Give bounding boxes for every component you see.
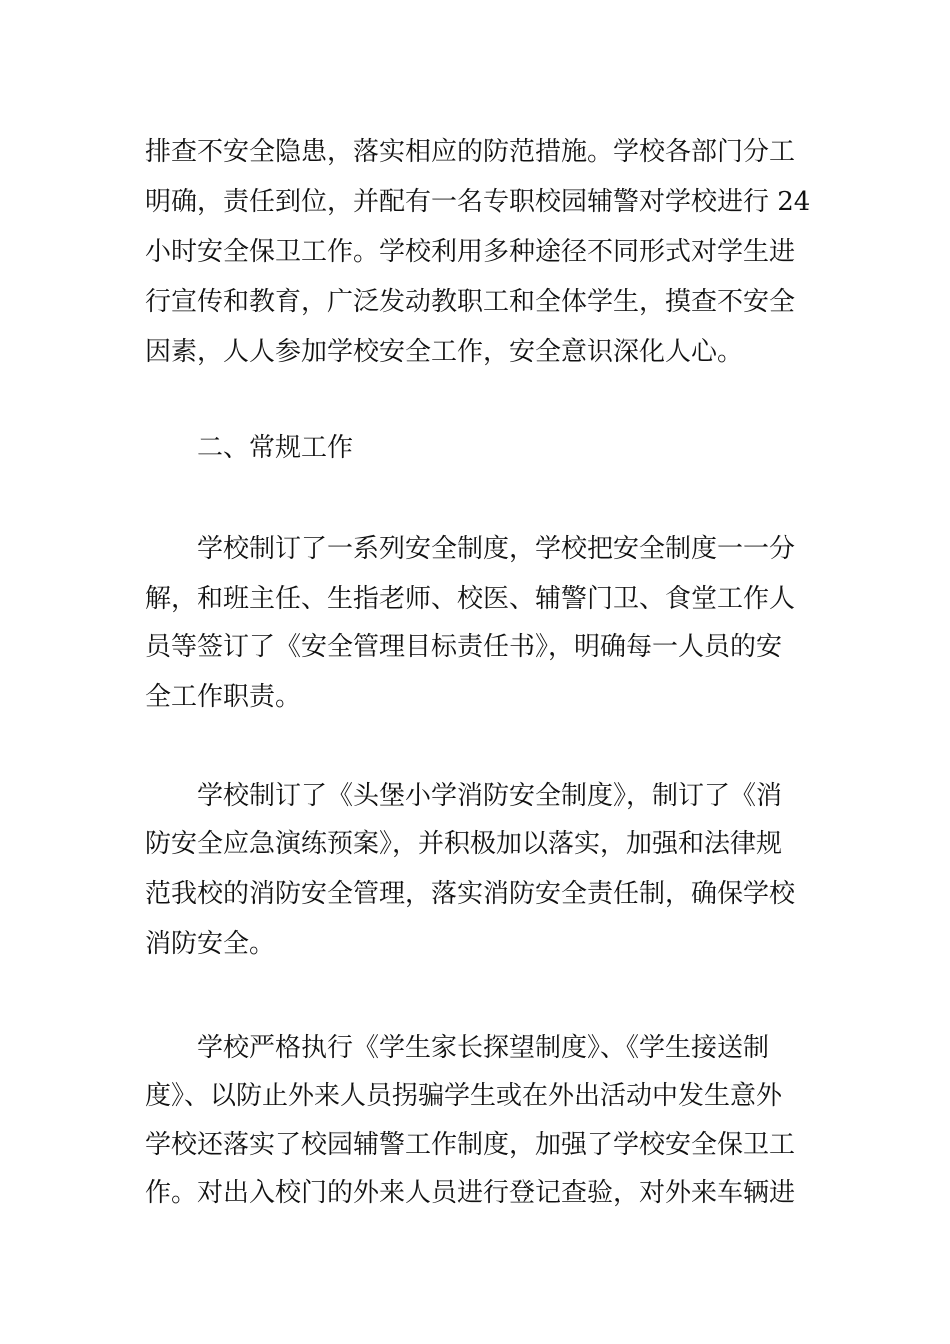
paragraph-line: 范我校的消防安全管理，落实消防安全责任制，确保学校 — [145, 879, 796, 909]
paragraph-line: 全工作职责。 — [145, 682, 302, 712]
paragraph-line: 明确，责任到位，并配有一名专职校园辅警对学校进行 24 — [145, 187, 811, 217]
paragraph-line: 因素，人人参加学校安全工作，安全意识深化人心。 — [145, 337, 744, 367]
paragraph-line: 度》、以防止外来人员拐骗学生或在外出活动中发生意外 — [145, 1081, 783, 1111]
section-heading: 二、常规工作 — [197, 433, 354, 463]
paragraph-line: 学校制订了《头堡小学消防安全制度》，制订了《消 — [197, 781, 783, 811]
paragraph-line: 消防安全。 — [145, 929, 276, 959]
paragraph-line: 作。对出入校门的外来人员进行登记查验，对外来车辆进 — [145, 1178, 796, 1208]
paragraph-line: 防安全应急演练预案》，并积极加以落实，加强和法律规 — [145, 829, 783, 859]
paragraph-line: 解，和班主任、生指老师、校医、辅警门卫、食堂工作人 — [145, 584, 796, 614]
paragraph-line: 排查不安全隐患，落实相应的防范措施。学校各部门分工 — [145, 137, 796, 167]
paragraph-line: 员等签订了《安全管理目标责任书》，明确每一人员的安 — [145, 632, 783, 662]
paragraph-line: 学校制订了一系列安全制度，学校把安全制度一一分 — [197, 534, 796, 564]
paragraph-line: 学校严格执行《学生家长探望制度》、《学生接送制 — [197, 1033, 770, 1063]
paragraph-line: 小时安全保卫工作。学校利用多种途径不同形式对学生进 — [145, 237, 796, 267]
paragraph-line: 学校还落实了校园辅警工作制度，加强了学校安全保卫工 — [145, 1130, 796, 1160]
paragraph-line: 行宣传和教育，广泛发动教职工和全体学生，摸查不安全 — [145, 287, 796, 317]
